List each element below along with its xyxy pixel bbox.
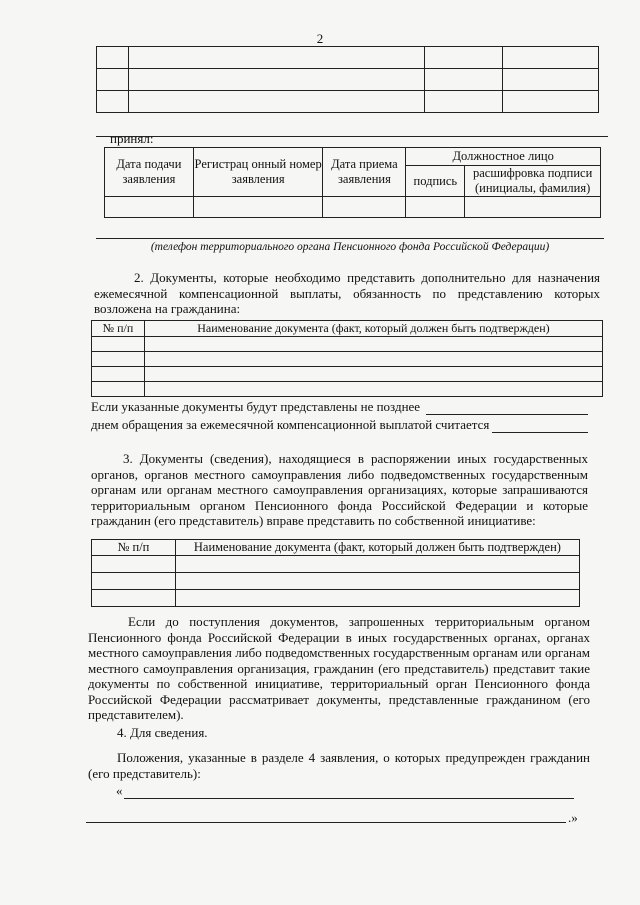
col-decoding: расшифровка подписи (инициалы, фамилия) xyxy=(465,166,601,197)
col-name: Наименование документа (факт, который должен быть подтвержден) xyxy=(144,321,602,337)
col-num: № п/п xyxy=(92,540,176,556)
section4-text: Положения, указанные в разделе 4 заявления, о которых предупрежден гражданин (его представитель): xyxy=(88,750,590,781)
deadline-line2: днем обращения за ежемесячной компенсационной выплатой считается xyxy=(91,417,490,432)
acceptance-table xyxy=(104,147,601,218)
top-table xyxy=(96,46,599,113)
col-official: Должностное лицо xyxy=(406,148,601,166)
accepted-label: принял: xyxy=(110,131,154,146)
answer-line-1 xyxy=(124,798,574,799)
section3-note: Если до поступления документов, запрошенных территориальным органом Пенсионного фонда Российской Федерации в иных государственных органах, органах местного самоуправления либо подведомственных государственным органам или органам местного самоуправления организация, гражданин (его представитель) представит такие документы по собственной инициативе, территориальный орган Пенсионного фонда Российской Федерации рассматривает документы, представленные гражданином (его представителем). xyxy=(88,614,590,722)
table-row xyxy=(92,573,580,590)
deadline-blank2 xyxy=(492,432,588,433)
separator-line xyxy=(96,136,608,137)
phone-caption: (телефон территориального органа Пенсионного фонда Российской Федерации) xyxy=(150,241,550,253)
table-row xyxy=(97,91,599,113)
section2-text: 2. Документы, которые необходимо представить дополнительно для назначения ежемесячной компенсационной выплаты, обязанность по представлению которых возложена на гражданина: xyxy=(94,270,600,316)
col-reg-number: Регистрац онный номер заявления xyxy=(193,148,323,197)
table-row xyxy=(92,352,603,367)
table-row xyxy=(97,47,599,69)
open-quote: « xyxy=(116,783,123,798)
phone-line xyxy=(96,238,604,239)
section3-text: 3. Документы (сведения), находящиеся в распоряжении иных государственных органов, органов местного самоуправления либо подведомственных государственным органам или органам местного самоуправления организациях, которые запрашиваются территориальным органом Пенсионного фонда Российской Федерации и которые гражданин (его представитель) вправе представить по собственной инициативе: xyxy=(91,451,588,528)
table-row xyxy=(92,337,603,352)
page-number: 2 xyxy=(316,31,324,46)
col-num: № п/п xyxy=(92,321,145,337)
section3-docs-table xyxy=(91,539,580,607)
table-row xyxy=(105,197,601,218)
table-row xyxy=(92,590,580,607)
col-signature: подпись xyxy=(406,166,465,197)
answer-line-2 xyxy=(86,822,566,823)
table-row xyxy=(92,367,603,382)
col-name: Наименование документа (факт, который должен быть подтвержден) xyxy=(175,540,579,556)
table-row xyxy=(97,69,599,91)
section2-docs-table xyxy=(91,320,603,397)
col-submit-date: Дата подачи заявления xyxy=(105,148,194,197)
deadline-line1: Если указанные документы будут представлены не позднее xyxy=(91,399,421,414)
close-quote: .» xyxy=(568,810,578,825)
table-row xyxy=(92,382,603,397)
deadline-blank1 xyxy=(426,414,588,415)
section4-title: 4. Для сведения. xyxy=(117,725,208,740)
table-row xyxy=(92,556,580,573)
col-accept-date: Дата приема заявления xyxy=(323,148,406,197)
